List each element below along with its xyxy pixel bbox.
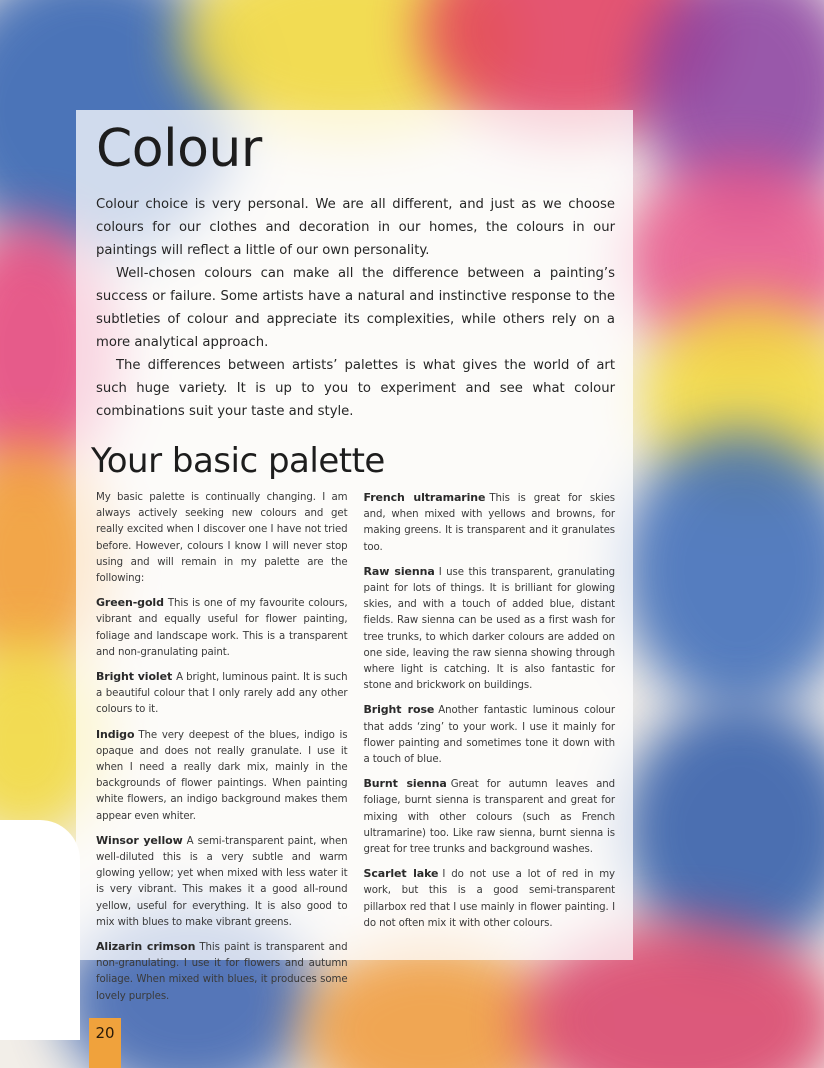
colour-description: Another fantastic luminous colour that adds ‘zing’ to your work. I use it mainly for flower painting and sometimes tone it down with a touch of blue. — [363, 705, 616, 766]
palette-entry — [96, 669, 348, 719]
colour-name: Indigo — [96, 727, 135, 741]
palette-entry — [364, 564, 616, 695]
palette-entry — [96, 727, 348, 825]
content-panel — [76, 110, 633, 1002]
colour-name: Burnt sienna — [363, 777, 447, 791]
colour-name: Bright violet — [96, 670, 173, 684]
intro-paragraph: Colour choice is very personal. We are all different, and just as we choose colours for our clothes and decoration in our homes, the colours in our paintings will reflect a little of our own personality. — [96, 196, 615, 258]
palette-entry — [96, 833, 348, 931]
left-column — [96, 490, 348, 1013]
palette-entry — [96, 939, 348, 1005]
colour-description: The very deepest of the blues, indigo is opaque and does not really granulate. I use it when I need a really dark mix, mainly in the backgrounds of flower paintings. When painting white flowers, an indigo background makes them appear even whiter. — [96, 729, 348, 822]
palette-entry — [364, 702, 616, 768]
colour-description: This is great for skies and, when mixed with yellows and browns, for making greens. It is transparent and it granulates too. — [363, 492, 615, 553]
colour-name: French ultramarine — [363, 490, 486, 504]
page-title: Colour — [96, 119, 262, 179]
colour-name: Green-gold — [96, 596, 164, 610]
palette-entry — [96, 595, 348, 661]
palette-entry — [364, 490, 616, 556]
intro-paragraph: The differences between artists’ palettes is what gives the world of art such huge variety. It is up to you to experiment and see what colour combinations suit your taste and style. — [96, 357, 615, 419]
colour-name: Alizarin crimson — [96, 940, 196, 954]
palette-entry — [364, 776, 616, 858]
page-number: 20 — [89, 1018, 121, 1068]
colour-description: This is one of my favourite colours, vibrant and equally useful for flower painting, foliage and landscape work. This is a transparent and non-granulating paint. — [96, 598, 348, 658]
palette-lead: My basic palette is continually changing. I am always actively seeking new colours and get really excited when I discover one I have not tried before. However, colours I know I will never stop using and will remain in my palette are the following: — [96, 491, 348, 584]
right-column — [364, 490, 616, 1013]
colour-name: Winsor yellow — [96, 833, 183, 847]
colour-description: This paint is transparent and non-granulating. I use it for flowers and autumn foliage. When mixed with blues, it produces some lovely purples. — [96, 942, 348, 1002]
intro-text — [96, 193, 615, 423]
colour-description: I use this transparent, granulating paint for lots of things. It is brilliant for glowing skies, and with a touch of added blue, distant fields. Raw sienna can be used as a first wash for tree trunks, to which darker colours are added on one side, leaving the raw sienna showing through where light is catching. It is also fantastic for stone and brickwork on buildings. — [363, 566, 615, 692]
intro-paragraph: Well-chosen colours can make all the difference between a painting’s success or failure. Some artists have a natural and instinctive response to the subtleties of colour and appreciate its complexities, while others rely on a more analytical approach. — [96, 265, 615, 350]
section-heading: Your basic palette — [91, 440, 385, 481]
colour-description: A semi-transparent paint, when well-diluted this is a very subtle and warm glowing yellow; yet when mixed with less water it is very vibrant. This makes it a good all-round yellow, useful for everything. It is also good to mix with blues to make vibrant greens. — [96, 835, 348, 928]
colour-name: Raw sienna — [363, 564, 435, 578]
colour-name: Scarlet lake — [363, 867, 439, 881]
palette-columns — [96, 490, 615, 1013]
colour-description: A bright, luminous paint. It is such a beautiful colour that I only rarely add any other colours to it. — [96, 672, 348, 716]
colour-description: I do not use a lot of red in my work, but this is a good semi-transparent pillarbox red that I use mainly in flower painting. I do not often mix it with other colours. — [363, 869, 615, 929]
colour-description: Great for autumn leaves and foliage, burnt sienna is transparent and great for mixing with other colours (such as French ultramarine) too. Like raw sienna, burnt sienna is great for tree trunks and background washes. — [363, 779, 615, 856]
palette-entry — [364, 866, 616, 932]
colour-name: Bright rose — [363, 703, 435, 717]
